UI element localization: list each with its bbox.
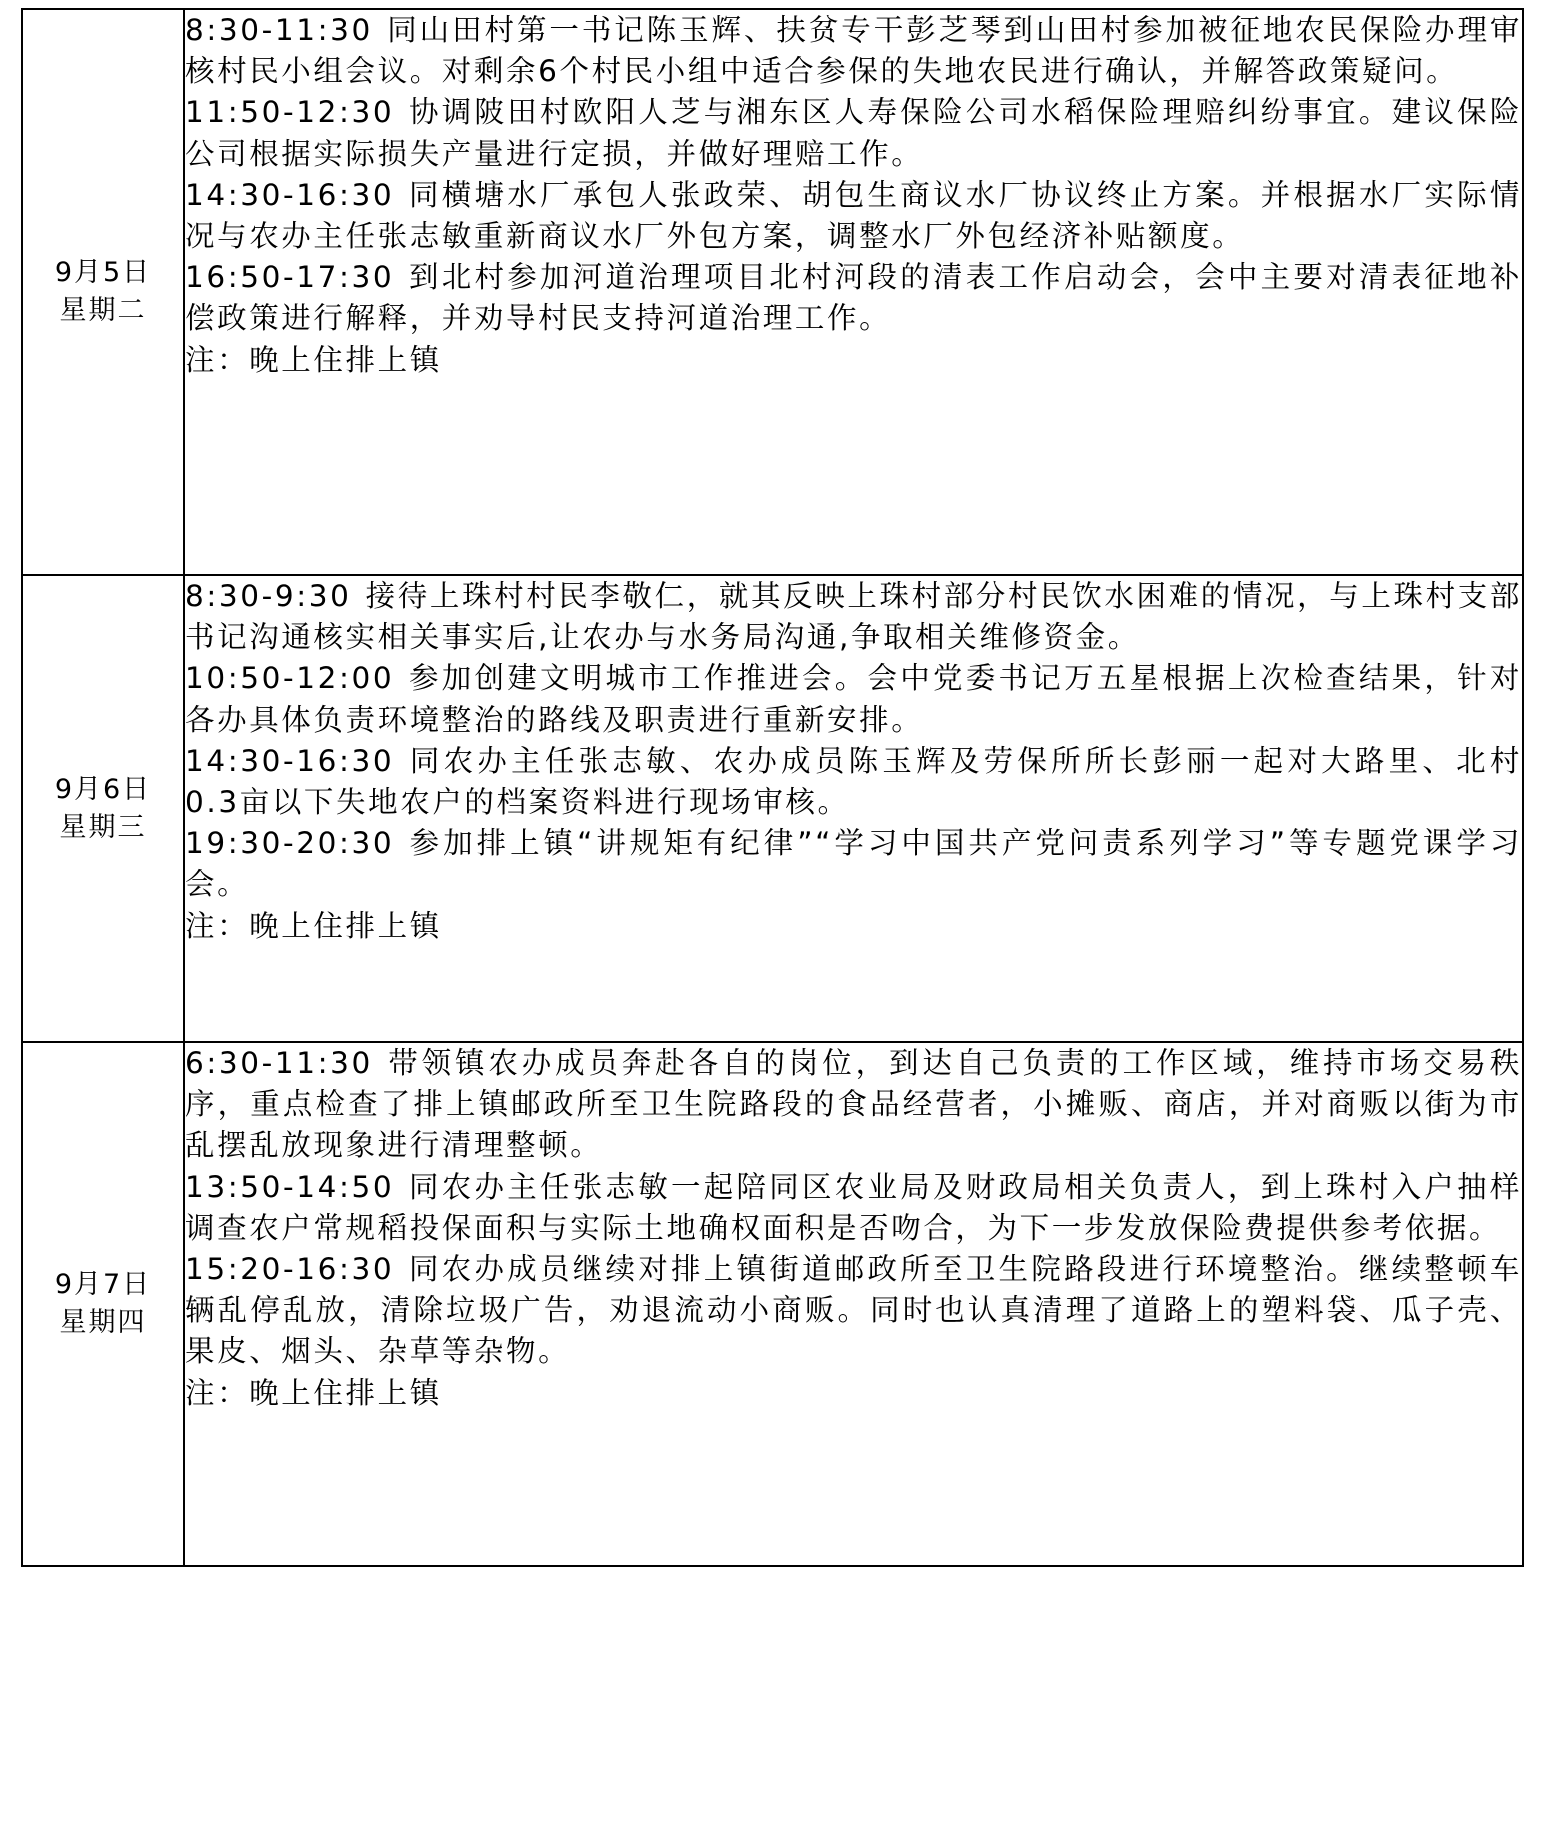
date-label: 9月6日 — [54, 773, 152, 805]
entry-text: 同农办主任张志敏、农办成员陈玉辉及劳保所所长彭丽一起对大路里、北村0.3亩以下失地农户的档案资料进行现场审核。 — [185, 743, 1522, 820]
entry-text: 同山田村第一书记陈玉辉、扶贫专干彭芝琴到山田村参加被征地农民保险办理审核村民小组会议。对剩余6个村民小组中适合参保的失地农民进行确认，并解答政策疑问。 — [185, 13, 1522, 89]
table-row — [22, 1042, 1523, 1566]
entry-time: 15:20-16:30 — [185, 1252, 395, 1287]
table-row — [22, 9, 1523, 575]
table-row — [22, 575, 1523, 1042]
date-cell — [22, 9, 184, 575]
log-entry — [185, 175, 1522, 257]
log-entry — [185, 92, 1522, 174]
date-label: 9月7日 — [54, 1269, 152, 1300]
entry-text: 同农办成员继续对排上镇街道邮政所至卫生院路段进行环境整治。继续整顿车辆乱停乱放，清除垃圾广告，劝退流动小商贩。同时也认真清理了道路上的塑料袋、瓜子壳、果皮、烟头、杂草等杂物。 — [185, 1252, 1522, 1369]
lodging-note: 注：晚上住排上镇 — [185, 342, 442, 377]
date-cell — [22, 575, 184, 1042]
content-cell — [184, 575, 1523, 1042]
log-entry — [185, 1167, 1522, 1249]
entry-text: 同横塘水厂承包人张政荣、胡包生商议水厂协议终止方案。并根据水厂实际情况与农办主任张志敏重新商议水厂外包方案，调整水厂外包经济补贴额度。 — [185, 177, 1522, 254]
entry-time: 8:30-9:30 — [185, 579, 352, 613]
entry-text: 协调陂田村欧阳人芝与湘东区人寿保险公司水稻保险理赔纠纷事宜。建议保险公司根据实际损失产量进行定损，并做好理赔工作。 — [185, 95, 1522, 171]
content-cell — [184, 1042, 1523, 1566]
log-entry — [185, 741, 1522, 823]
log-entry — [185, 257, 1522, 339]
entry-time: 6:30-11:30 — [185, 1046, 373, 1080]
log-entry — [185, 658, 1522, 740]
entry-text: 参加排上镇“讲规矩有纪律”“学习中国共产党问责系列学习”等专题党课学习会。 — [185, 826, 1522, 902]
entry-time: 14:30-16:30 — [185, 177, 395, 212]
date-label: 9月5日 — [54, 257, 152, 288]
log-entry — [185, 823, 1522, 905]
entry-time: 13:50-14:50 — [185, 1169, 395, 1204]
entry-time: 8:30-11:30 — [185, 13, 373, 47]
entry-text: 同农办主任张志敏一起陪同区农业局及财政局相关负责人，到上珠村入户抽样调查农户常规稻投保面积与实际土地确权面积是否吻合，为下一步发放保险费提供参考依据。 — [185, 1169, 1522, 1245]
log-entry — [185, 576, 1522, 658]
weekday-label: 星期二 — [59, 295, 147, 326]
work-log-table — [21, 8, 1524, 1567]
entry-time: 16:50-17:30 — [185, 260, 395, 295]
date-cell — [22, 1042, 184, 1566]
entry-time: 11:50-12:30 — [185, 95, 395, 130]
weekday-label: 星期四 — [59, 1307, 147, 1338]
lodging-note: 注：晚上住排上镇 — [185, 1375, 442, 1410]
entry-time: 19:30-20:30 — [185, 826, 395, 861]
weekday-label: 星期三 — [59, 811, 147, 843]
entry-text: 到北村参加河道治理项目北村河段的清表工作启动会，会中主要对清表征地补偿政策进行解释，并劝导村民支持河道治理工作。 — [185, 260, 1522, 336]
entry-text: 接待上珠村村民李敬仁，就其反映上珠村部分村民饮水困难的情况，与上珠村支部书记沟通核实相关事实后,让农办与水务局沟通,争取相关维修资金。 — [185, 579, 1522, 655]
lodging-note: 注：晚上住排上镇 — [185, 908, 442, 943]
log-entry — [185, 10, 1522, 92]
entry-time: 14:30-16:30 — [185, 743, 395, 778]
entry-text: 参加创建文明城市工作推进会。会中党委书记万五星根据上次检查结果，针对各办具体负责环境整治的路线及职责进行重新安排。 — [185, 661, 1522, 737]
content-cell — [184, 9, 1523, 575]
entry-time: 10:50-12:00 — [185, 661, 395, 696]
log-entry — [185, 1249, 1522, 1373]
log-entry — [185, 1043, 1522, 1167]
entry-text: 带领镇农办成员奔赴各自的岗位，到达自己负责的工作区域，维持市场交易秩序，重点检查了排上镇邮政所至卫生院路段的食品经营者，小摊贩、商店，并对商贩以街为市乱摆乱放现象进行清理整顿。 — [185, 1046, 1522, 1163]
